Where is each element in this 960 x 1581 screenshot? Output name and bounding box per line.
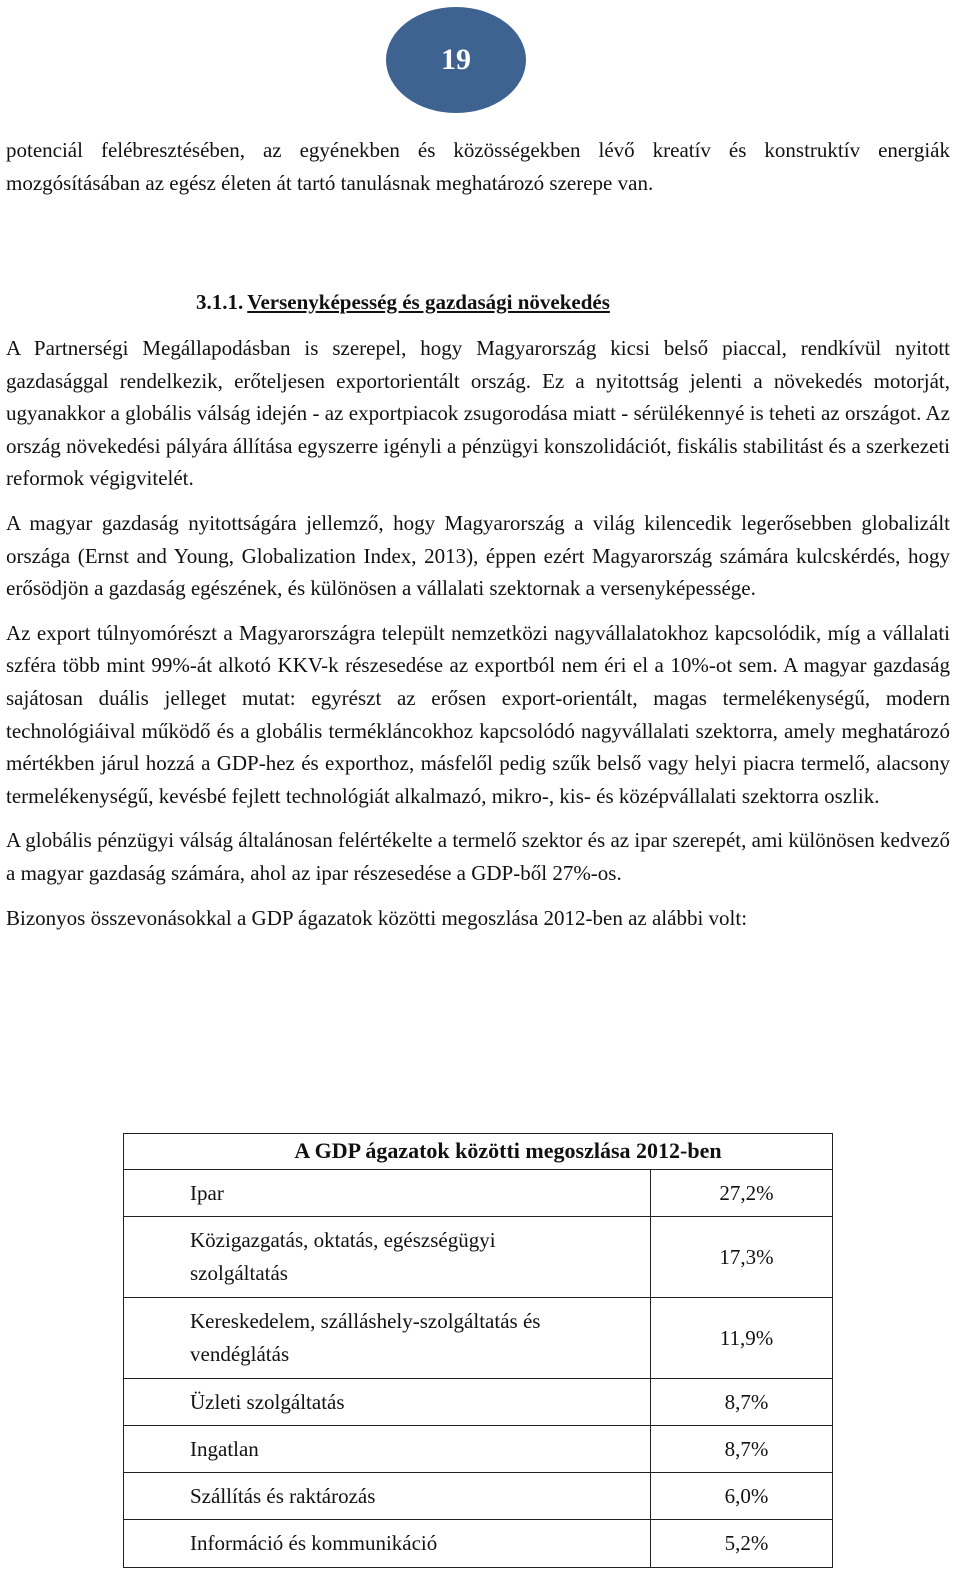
table-cell-share: 5,2% xyxy=(724,1531,769,1555)
section-heading xyxy=(196,286,610,318)
table-row xyxy=(124,1426,832,1473)
table-row xyxy=(124,1298,832,1379)
table-row xyxy=(124,1520,832,1567)
table-cell-sector: Közigazgatás, oktatás, egészségügyi szolgáltatás xyxy=(124,1217,651,1297)
table-cell-sector: Kereskedelem, szálláshely-szolgáltatás és vendéglátás xyxy=(124,1298,651,1378)
table-cell-sector: Szállítás és raktározás xyxy=(124,1473,651,1519)
paragraph: A Partnerségi Megállapodásban is szerepel, hogy Magyarország kicsi belső piaccal, rendkívül nyitott gazdasággal rendelkezik, erőteljesen exportorientált ország. Ez a nyitottság jelenti a növekedés motorját, ugyanakkor a globális válság idején - az exportpiacok zsugorodása miatt - sérülékennyé is teheti az országot. Az ország növekedési pályára állítása egyszerre igényli a pénzügyi konszolidációt, fiskális stabilitást és a szerkezeti reformok végigvitelét. xyxy=(6,336,950,491)
table-cell-sector: Ipar xyxy=(124,1170,651,1216)
intro-paragraph-block xyxy=(6,134,950,199)
section-title: Versenyképesség és gazdasági növekedés xyxy=(247,290,610,314)
table-cell-share: 17,3% xyxy=(719,1244,774,1269)
table-row xyxy=(124,1473,832,1520)
table-cell-share: 11,9% xyxy=(719,1325,774,1350)
paragraph: Bizonyos összevonásokkal a GDP ágazatok közötti megoszlása 2012-ben az alábbi volt: xyxy=(6,905,748,930)
table-cell-sector: Ingatlan xyxy=(124,1426,651,1472)
paragraph: A globális pénzügyi válság általánosan felértékelte a termelő szektor és az ipar szerepét, ami különösen kedvező a magyar gazdaság számára, ahol az ipar részesedése a GDP-ből 27%-os. xyxy=(6,828,950,885)
table-row xyxy=(124,1170,832,1217)
table-cell-sector: Információ és kommunikáció xyxy=(124,1520,651,1567)
table-cell-share: 8,7% xyxy=(724,1436,769,1461)
gdp-table xyxy=(123,1133,833,1568)
paragraph: A magyar gazdaság nyitottságára jellemző, hogy Magyarország a világ kilencedik legerősebben globalizált országa (Ernst and Young, Globalization Index, 2013), éppen ezért Magyarország számára kulcskérdés, hogy erősödjön a gazdaság egészének, és különösen a vállalati szektornak a versenyképessége. xyxy=(6,510,950,601)
section-number: 3.1.1. xyxy=(196,290,244,314)
table-row xyxy=(124,1379,832,1426)
body-text xyxy=(6,332,950,934)
table-cell-share: 6,0% xyxy=(724,1483,769,1508)
table-cell-share: 27,2% xyxy=(719,1180,774,1205)
table-row xyxy=(124,1217,832,1298)
gdp-table-title: A GDP ágazatok közötti megoszlása 2012-ben xyxy=(124,1134,832,1170)
table-cell-share: 8,7% xyxy=(724,1389,769,1414)
paragraph: Az export túlnyomórészt a Magyarországra települt nemzetközi nagyvállalatokhoz kapcsolódik, míg a vállalati szféra több mint 99%-át alkotó KKV-k részesedése az exportból nem éri el a 10%-ot sem. A magyar gazdaság sajátosan duális jelleget mutat: egyrészt az erősen export-orientált, magas termelékenységű, modern technológiáival működő és a globális termékláncokhoz kapcsolódó nagyvállalati szektorra, amely meghatározó mértékben járul hozzá a GDP-hez és exporthoz, másfelől pedig szűk belső vagy helyi piacra termelő, alacsony termelékenységű, kevésbé fejlett technológiát alkalmazó, mikro-, kis- és középvállalati szektorra oszlik. xyxy=(6,620,950,808)
table-cell-sector: Üzleti szolgáltatás xyxy=(124,1379,651,1425)
intro-paragraph: potenciál felébresztésében, az egyénekben és közösségekben lévő kreatív és konstruktív energiák mozgósításában az egész életen át tartó tanulásnak meghatározó szerepe van. xyxy=(6,138,950,195)
page-number: 19 xyxy=(441,43,471,76)
page-number-badge xyxy=(386,7,526,113)
